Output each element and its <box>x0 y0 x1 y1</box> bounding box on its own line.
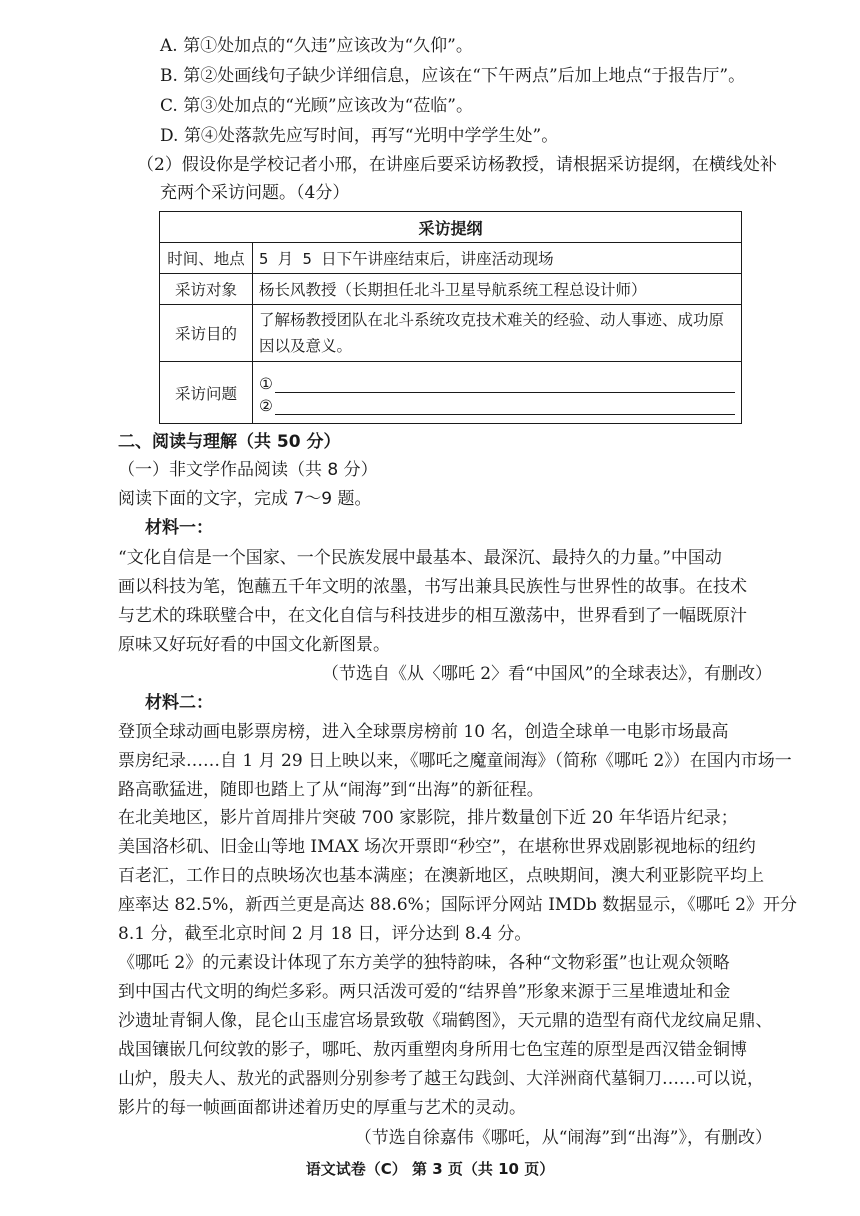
material-1-source: （节选自《从〈哪吒 2〉看“中国风”的全球表达》，有删改） <box>321 664 772 684</box>
material-1-line: 原味又好玩好看的中国文化新图景。 <box>118 635 390 655</box>
answer-blank-2[interactable] <box>275 398 735 415</box>
question-2-line1: （2）假设你是学校记者小邢，在讲座后要采访杨教授，请根据采访提纲，在横线处补 <box>137 155 777 175</box>
material-2-line: 登顶全球动画电影票房榜，进入全球票房榜前 10 名，创造全球单一电影市场最高 <box>118 722 729 742</box>
material-2-line: 《哪吒 2》的元素设计体现了东方美学的独特韵味，各种“文物彩蛋”也让观众领略 <box>118 953 730 973</box>
answer-line-2[interactable] <box>259 393 735 415</box>
material-1-line: 与艺术的珠联璧合中，在文化自信与科技进步的相互激荡中，世界看到了一幅既原汁 <box>118 606 747 626</box>
option-c: C. 第③处加点的“光顾”应该改为“莅临”。 <box>160 96 473 116</box>
material-2-line: 8.1 分，截至北京时间 2 月 18 日，评分达到 8.4 分。 <box>118 924 532 944</box>
option-d: D. 第④处落款先应写时间，再写“光明中学学生处”。 <box>160 126 559 146</box>
outline-label-time: 时间、地点 <box>160 243 253 274</box>
material-2-heading: 材料二： <box>145 693 213 713</box>
material-2-line: 百老汇，工作日的点映场次也基本满座；在澳新地区，点映期间，澳大利亚影院平均上 <box>118 866 764 886</box>
material-2-line: 美国洛杉矶、旧金山等地 IMAX 场次开票即“秒空”，在堪称世界戏剧影视地标的纽约 <box>118 837 756 857</box>
page-footer: 语文试卷（C） 第 3 页（共 10 页） <box>305 1160 555 1178</box>
outline-content-subject: 杨长风教授（长期担任北斗卫星导航系统工程总设计师） <box>253 274 742 305</box>
material-2-line: 到中国古代文明的绚烂多彩。两只活泼可爱的“结界兽”形象来源于三星堆遗址和金 <box>118 982 731 1002</box>
material-2-line: 沙遗址青铜人像，昆仑山玉虚宫场景致敬《瑞鹤图》，天元鼎的造型有商代龙纹扁足鼎、 <box>118 1011 773 1031</box>
material-2-source: （节选自徐嘉伟《哪吒，从“闹海”到“出海”》，有删改） <box>354 1128 772 1148</box>
material-2-line: 票房纪录……自 1 月 29 日上映以来，《哪吒之魔童闹海》（简称《哪吒 2》）在国内市场一 <box>118 751 792 771</box>
section-title: 二、阅读与理解（共 50 分） <box>118 432 341 452</box>
outline-content-purpose: 了解杨教授团队在北斗系统攻克技术难关的经验、动人事迹、成功原因以及意义。 <box>253 305 742 362</box>
material-1-heading: 材料一： <box>145 518 213 538</box>
answer-marker-2: ② <box>259 396 273 415</box>
option-a: A. 第①处加点的“久违”应该改为“久仰”。 <box>160 36 473 56</box>
material-2-line: 战国镶嵌几何纹敦的影子，哪吒、敖丙重塑肉身所用七色宝莲的原型是西汉错金铜博 <box>118 1040 747 1060</box>
outline-label-purpose: 采访目的 <box>160 305 253 362</box>
answer-marker-1: ① <box>259 374 273 393</box>
material-2-line: 路高歌猛进，随即也踏上了从“闹海”到“出海”的新征程。 <box>118 780 544 800</box>
outline-answer-cell <box>253 362 742 424</box>
answer-blank-1[interactable] <box>275 376 735 393</box>
material-1-line: “文化自信是一个国家、一个民族发展中最基本、最深沉、最持久的力量。”中国动 <box>118 548 722 568</box>
answer-line-1[interactable] <box>259 371 735 393</box>
interview-outline-table <box>159 211 742 424</box>
outline-title: 采访提纲 <box>160 212 742 243</box>
outline-label-questions: 采访问题 <box>160 362 253 424</box>
section-instruction: 阅读下面的文字，完成 7～9 题。 <box>118 489 372 509</box>
outline-label-subject: 采访对象 <box>160 274 253 305</box>
material-1-line: 画以科技为笔，饱蘸五千年文明的浓墨，书写出兼具民族性与世界性的故事。在技术 <box>118 577 747 597</box>
question-2-line2: 充两个采访问题。（4分） <box>160 183 350 203</box>
section-subtitle: （一）非文学作品阅读（共 8 分） <box>118 460 378 480</box>
material-2-line: 座率达 82.5%，新西兰更是高达 88.6%；国际评分网站 IMDb 数据显示，《哪吒 2》开分 <box>118 895 797 915</box>
material-2-line: 山炉，殷夫人、敖光的武器则分别参考了越王勾践剑、大洋洲商代墓铜刀……可以说， <box>118 1069 764 1089</box>
option-b: B. 第②处画线句子缺少详细信息，应该在“下午两点”后加上地点“于报告厅”。 <box>160 66 746 86</box>
material-2-line: 在北美地区，影片首周排片突破 700 家影院，排片数量创下近 20 年华语片纪录； <box>118 808 738 828</box>
outline-content-time: 5 月 5 日下午讲座结束后，讲座活动现场 <box>253 243 742 274</box>
material-2-line: 影片的每一帧画面都讲述着历史的厚重与艺术的灵动。 <box>118 1098 526 1118</box>
